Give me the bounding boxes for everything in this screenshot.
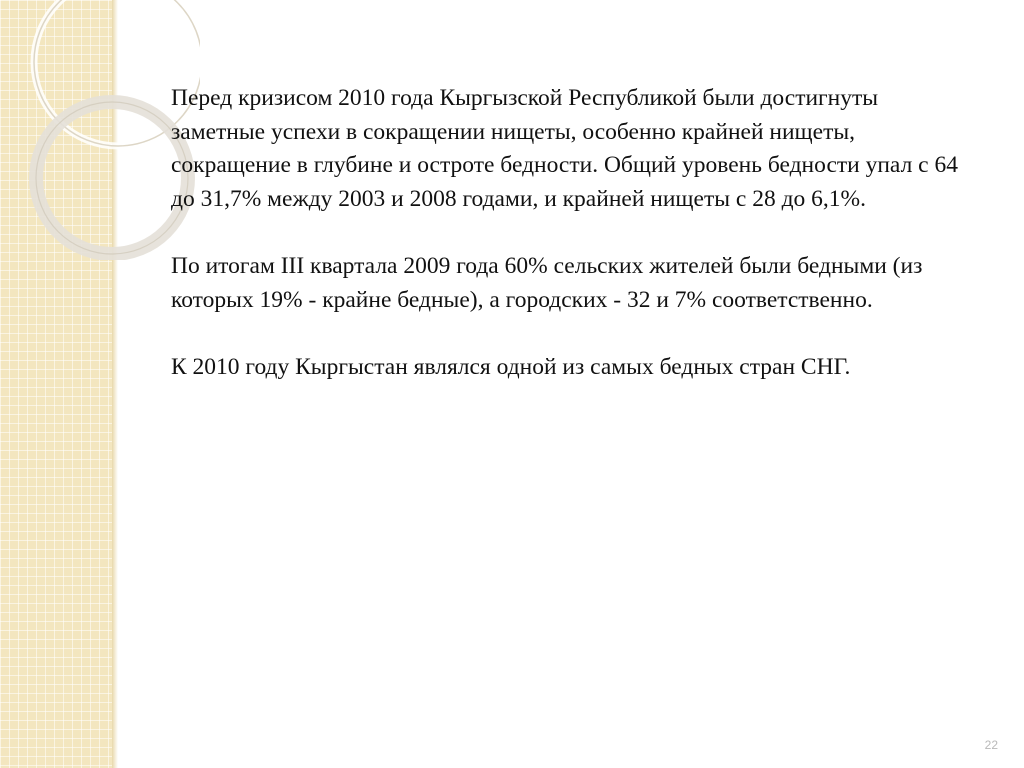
slide-body-text (171, 82, 971, 418)
paragraph-poverty-progress: Перед кризисом 2010 года Кыргызской Республикой были достигнуты заметные успехи в сокращении нищеты, особенно крайней нищеты, сокращение в глубине и остроте бедности. Общий уровень бедности упал с 64 до 31,7% между 2003 и 2008 годами, и крайней нищеты с 28 до 6,1%. (171, 85, 958, 212)
paragraph-poorest-cis: К 2010 году Кыргыстан являлся одной из самых бедных стран СНГ. (171, 353, 851, 380)
decorative-side-panel (0, 0, 112, 768)
slide-number: 22 (984, 738, 998, 752)
paragraph-rural-urban-poverty: По итогам III квартала 2009 года 60% сельских жителей были бедными (из которых 19% - крайне бедные), а городских - 32 и 7% соответственно. (171, 252, 923, 313)
side-panel-edge (112, 0, 118, 768)
